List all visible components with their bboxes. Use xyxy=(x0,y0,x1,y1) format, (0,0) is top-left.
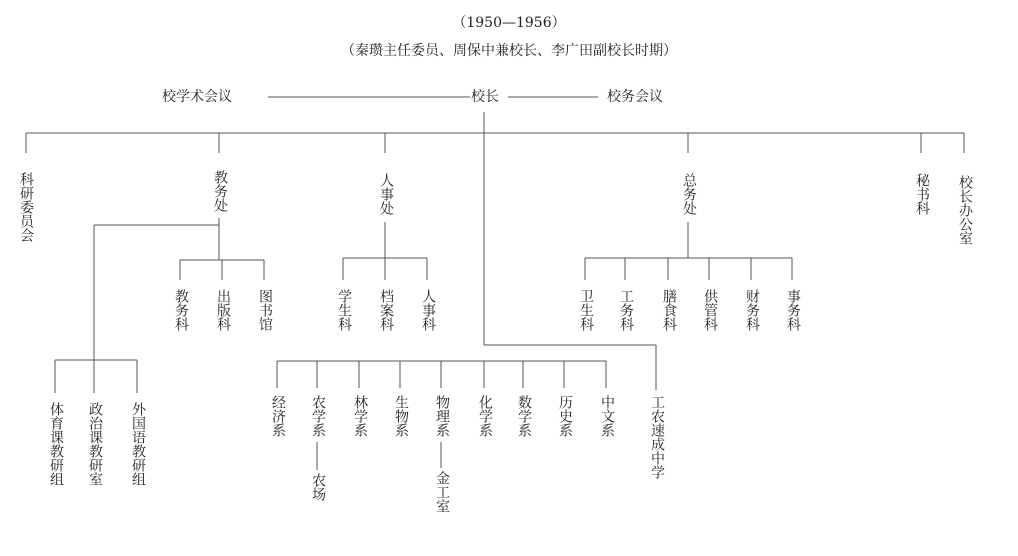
node-president: 校长 xyxy=(471,89,499,105)
node-chinese: 中文系 xyxy=(599,395,615,437)
node-academic-section: 教务科 xyxy=(173,289,189,331)
node-publishing-section: 出版科 xyxy=(215,289,231,331)
node-affairs-section: 事务科 xyxy=(785,289,801,331)
node-farm: 农场 xyxy=(310,473,326,501)
node-library: 图书馆 xyxy=(257,289,273,331)
node-works-section: 工务科 xyxy=(618,289,634,331)
node-archives-section: 档案科 xyxy=(378,289,394,331)
node-academic-council: 校学术会议 xyxy=(162,89,232,105)
node-general-affairs: 总务处 xyxy=(681,173,697,215)
node-hr-section: 人事科 xyxy=(420,289,436,331)
node-personnel: 人事处 xyxy=(378,173,394,215)
node-finance-section: 财务科 xyxy=(744,289,760,331)
node-physics: 物理系 xyxy=(434,395,450,437)
node-economics: 经济系 xyxy=(270,395,286,437)
node-affairs-council: 校务会议 xyxy=(607,89,663,105)
chart-period: （1950—1956） xyxy=(452,15,566,31)
node-meals-section: 膳食科 xyxy=(661,289,677,331)
node-history: 历史系 xyxy=(557,395,573,437)
node-forestry: 林学系 xyxy=(352,395,368,437)
node-health-section: 卫生科 xyxy=(578,289,594,331)
node-math: 数学系 xyxy=(516,395,532,437)
node-agriculture: 农学系 xyxy=(310,395,326,437)
node-metal-workshop: 金工室 xyxy=(434,471,450,513)
node-student-section: 学生科 xyxy=(336,289,352,331)
node-secretariat: 秘书科 xyxy=(914,173,930,215)
node-worker-peasant-school: 工农速成中学 xyxy=(649,395,665,479)
node-academic-affairs: 教务处 xyxy=(212,170,228,212)
node-president-office: 校长办公室 xyxy=(957,175,973,245)
node-pe-group: 体育课教研组 xyxy=(48,402,64,486)
node-research-committee: 科研委员会 xyxy=(18,172,34,242)
node-foreign-lang-group: 外国语教研组 xyxy=(130,402,146,486)
chart-subtitle: （秦瓒主任委员、周保中兼校长、李广田副校长时期） xyxy=(341,43,677,59)
node-politics-group: 政治课教研室 xyxy=(87,402,103,486)
node-chemistry: 化学系 xyxy=(477,395,493,437)
node-biology: 生物系 xyxy=(393,395,409,437)
node-supply-section: 供管科 xyxy=(702,289,718,331)
